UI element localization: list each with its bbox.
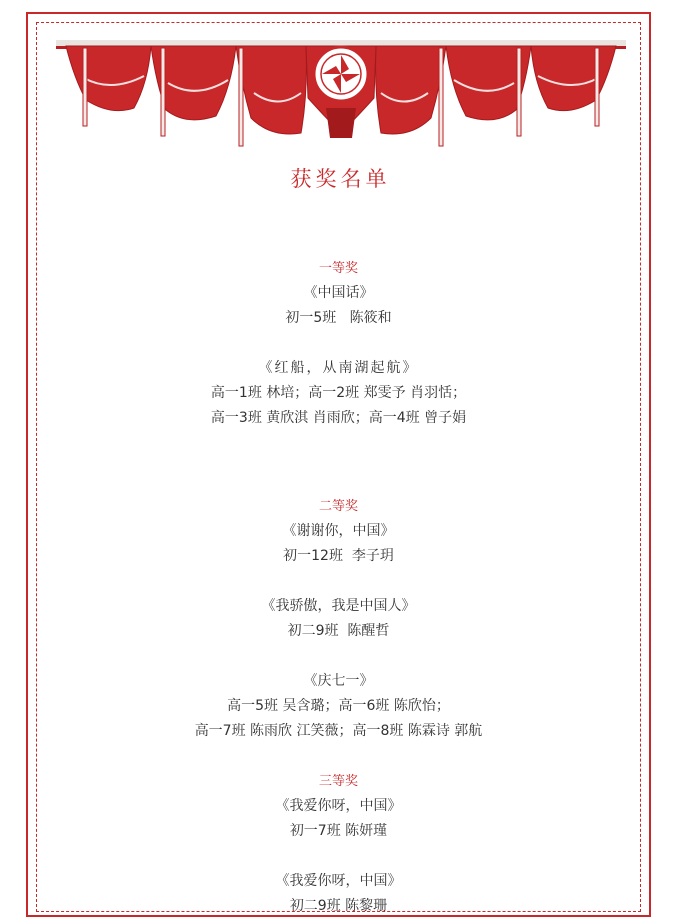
work-title: 《我爱你呀，中国》 [275, 798, 402, 814]
award-list [36, 256, 641, 919]
winner-line: 高一3班 黄欣淇 肖雨欣；高一4班 曾子娟 [210, 410, 467, 426]
winner-line: 高一1班 林培；高一2班 郑雯予 肖羽恬； [210, 385, 467, 401]
work-title: 《谢谢你，中国》 [282, 523, 395, 539]
work-title: 《我爱你呀，中国》 [275, 873, 402, 889]
winner-line: 初一7班 陈妍瑾 [289, 823, 388, 839]
work-title: 《中国话》 [303, 285, 374, 301]
winner-line: 初二9班 陈醒哲 [287, 623, 390, 639]
winner-line: 初一5班 陈筱和 [285, 310, 392, 326]
prize-heading: 三等奖 [318, 774, 358, 789]
winner-line: 初二9班 陈黎珊 [289, 898, 388, 914]
winner-line: 初一12班 李子玥 [283, 548, 394, 564]
winner-line: 高一7班 陈雨欣 江笑薇；高一8班 陈霖诗 郭航 [194, 723, 483, 739]
work-title: 《庆七一》 [303, 673, 374, 689]
work-title: 《我骄傲，我是中国人》 [261, 598, 416, 614]
page-title: 获奖名单 [290, 167, 391, 191]
prize-heading: 二等奖 [318, 499, 358, 514]
winner-line: 高一5班 吴含璐；高一6班 陈欣怡； [227, 698, 450, 714]
curtain-banner-icon [56, 38, 626, 150]
work-title: 《红船，从南湖起航》 [258, 360, 419, 376]
prize-heading: 一等奖 [318, 261, 358, 276]
